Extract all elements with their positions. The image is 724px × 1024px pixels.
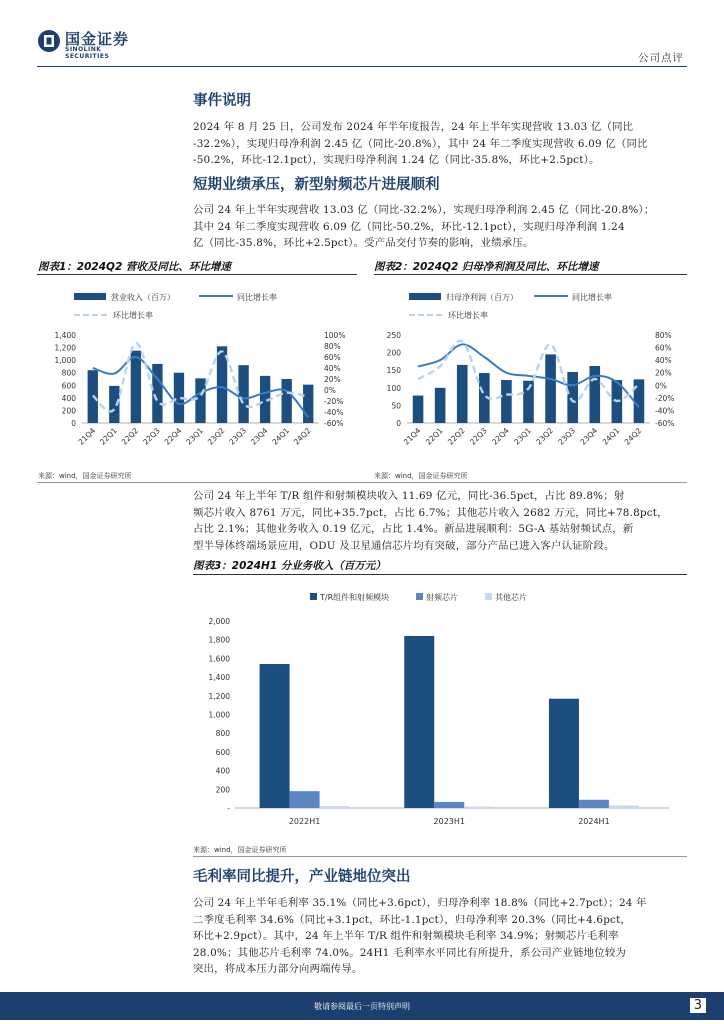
bar <box>195 378 205 423</box>
y-tick-right: 40% <box>324 364 341 373</box>
x-tick: 24Q2 <box>291 426 313 447</box>
figure3-title: 图表3：2024H1 分业务收入（百万元） <box>193 560 386 572</box>
margin-line: 二季度毛利率 34.6%（同比+3.1pct，环比-1.1pct），归母净利率 20.3%（同比+4.6pct， <box>193 913 632 926</box>
x-tick: 22Q3 <box>468 426 489 447</box>
x-tick: 22Q4 <box>162 426 184 447</box>
figure3-source: 来源：wind，国金证券研究所 <box>193 846 287 854</box>
y-tick-right: -40% <box>655 406 675 416</box>
y-tick-right: -60% <box>655 419 675 428</box>
bar <box>501 380 512 423</box>
bar <box>260 664 290 808</box>
short-line: 其中 24 年二季度实现营收 6.09 亿（同比-50.2%，环比-12.1pct），实现归母净利润 1.24 <box>193 220 625 233</box>
legend-label: 射频芯片 <box>426 593 458 602</box>
x-tick: 24Q1 <box>270 426 292 447</box>
y-tick-left: 800 <box>61 368 76 378</box>
bar <box>404 636 434 808</box>
y-tick-right: -40% <box>324 408 344 417</box>
margin-paragraph <box>193 895 647 978</box>
x-tick: 23Q4 <box>248 426 270 447</box>
section-title-short-term: 短期业绩承压，新型射频芯片进展顺利 <box>193 177 440 193</box>
bar <box>579 800 609 808</box>
figure3-bottom-rule <box>193 856 687 857</box>
x-tick: 23Q1 <box>512 426 533 447</box>
business-line: 占比 2.1%；其他业务收入 0.19 亿元，占比 1.4%。新品进展顺利：5G-A 基站射频试点，新 <box>193 523 634 535</box>
y-tick-left: 600 <box>61 381 76 391</box>
legend-swatch-bars <box>409 293 441 300</box>
legend-label: 营业收入（百万） <box>111 293 175 302</box>
y-tick: 2,000 <box>208 617 230 626</box>
legend-swatch <box>485 593 492 600</box>
x-tick: 23Q4 <box>578 426 600 447</box>
legend-label: 环比增长率 <box>113 311 153 320</box>
y-tick-left: 100 <box>386 383 401 393</box>
y-tick-left: 200 <box>386 348 401 358</box>
chart-business-revenue <box>193 578 687 838</box>
short-line: 亿（同比-35.8%，环比+2.5pct）。受产品交付节奏的影响，业绩承压。 <box>193 237 534 249</box>
event-line: -32.2%），实现归母净利润 2.45 亿（同比-20.8%），其中 24 年二季度实现营收 6.09 亿（同比 <box>193 137 648 150</box>
y-tick-right: -20% <box>324 397 344 406</box>
figure2-title: 图表2：2024Q2 归母净利润及同比、环比增速 <box>374 261 599 273</box>
legend-label: 环比增长率 <box>448 311 488 320</box>
y-tick: 400 <box>215 766 230 776</box>
bar <box>238 365 248 423</box>
bar <box>434 802 464 808</box>
figure3-rule <box>193 574 687 575</box>
x-tick: 23Q2 <box>205 426 227 447</box>
y-tick-right: -20% <box>655 393 675 403</box>
x-tick: 23Q2 <box>534 426 556 447</box>
bar <box>282 379 292 423</box>
y-tick-right: 0% <box>324 386 336 395</box>
y-tick: 1,200 <box>208 691 230 701</box>
x-tick: 24Q1 <box>600 426 622 447</box>
x-tick: 23Q3 <box>556 426 578 447</box>
y-tick-right: 80% <box>324 342 341 351</box>
y-tick-right: 60% <box>324 353 341 362</box>
x-tick: 23Q3 <box>227 426 249 447</box>
chart-revenue <box>37 278 359 463</box>
legend-label: 归母净利润（百万） <box>446 293 518 302</box>
y-tick-left: 1,200 <box>54 343 76 353</box>
margin-line: 突出，将成本压力部分向两端传导。 <box>193 963 363 975</box>
footer-bar <box>0 992 724 1020</box>
y-tick-right: 100% <box>324 331 346 340</box>
x-tick: 2024H1 <box>578 817 610 826</box>
y-tick: 1,800 <box>208 635 230 645</box>
figure1-rule <box>37 274 357 275</box>
chart-net-profit <box>372 278 690 463</box>
section-title-margin: 毛利率同比提升，产业链地位突出 <box>193 869 411 885</box>
footer-disclaimer[interactable]: 敬请参阅最后一页特别声明 <box>314 1002 410 1011</box>
y-tick: 800 <box>215 729 230 739</box>
bar <box>589 366 600 423</box>
x-tick: 2023H1 <box>433 817 465 826</box>
figure1-title: 图表1：2024Q2 营收及同比、环比增速 <box>38 261 231 273</box>
bar <box>464 807 494 808</box>
business-paragraph <box>193 488 668 554</box>
bar <box>290 791 320 808</box>
legend-swatch-bars <box>74 293 106 300</box>
y-tick-left: 1,000 <box>54 356 76 366</box>
y-tick: 1,000 <box>208 710 230 720</box>
y-tick: 200 <box>215 785 230 795</box>
figure2-rule <box>374 274 687 275</box>
business-line: 型半导体终端场景应用，ODU 及卫星通信芯片均有突破，部分产品已进入客户认证阶段。 <box>193 539 615 552</box>
bar <box>549 699 579 808</box>
y-tick-left: 0 <box>71 419 76 428</box>
sinolink-logo-icon <box>37 29 61 53</box>
bar <box>545 354 556 423</box>
bar <box>435 388 446 423</box>
y-tick: 1,600 <box>208 654 230 664</box>
y-tick-right: -60% <box>324 419 344 428</box>
short-line: 公司 24 年上半年实现营收 13.03 亿（同比-32.2%），实现归母净利润 2.45 亿（同比-20.8%）； <box>193 204 655 216</box>
y-tick-left: 400 <box>61 393 76 403</box>
bar <box>413 396 424 423</box>
header-rule <box>37 66 687 67</box>
x-tick: 23Q1 <box>184 426 205 447</box>
y-tick-left: 1,400 <box>54 331 76 340</box>
x-tick: 22Q1 <box>98 426 119 447</box>
x-tick: 22Q4 <box>490 426 511 447</box>
logo-text-en: SINOLINK SECURITIES <box>65 46 110 60</box>
x-tick: 22Q3 <box>141 426 162 447</box>
x-tick: 21Q4 <box>76 426 98 447</box>
legend-label: 同比增长率 <box>237 293 277 302</box>
legend-label: 同比增长率 <box>572 293 612 302</box>
legend-label: T/R组件和射频模块 <box>320 593 390 602</box>
y-tick: - <box>227 804 230 813</box>
y-tick-left: 0 <box>396 419 401 428</box>
business-line: 公司 24 年上半年 T/R 组件和射频模块收入 11.69 亿元，同比-36.5pct，占比 89.8%；射 <box>193 490 625 502</box>
legend-swatch <box>416 593 423 600</box>
x-tick: 24Q2 <box>622 426 644 447</box>
y-tick-left: 150 <box>386 366 401 376</box>
header-section-label: 公司点评 <box>638 52 684 64</box>
x-tick: 21Q4 <box>401 426 423 447</box>
business-line: 频芯片收入 8761 万元，同比+35.7pct，占比 6.7%；其他芯片收入 2682 万元，同比+78.8pct， <box>193 506 668 519</box>
figures-bottom-rule <box>37 482 687 483</box>
y-tick: 600 <box>215 747 230 757</box>
bar <box>320 806 350 808</box>
bar <box>609 805 639 808</box>
logo <box>37 27 147 60</box>
figure2-source: 来源：wind，国金证券研究所 <box>374 472 468 480</box>
y-tick-right: 60% <box>655 343 672 353</box>
y-tick-right: 20% <box>655 368 672 378</box>
bar <box>567 372 578 423</box>
legend-swatch <box>310 593 317 600</box>
y-tick-right: 40% <box>655 356 672 366</box>
y-tick-left: 50 <box>391 401 401 411</box>
y-tick-right: 0% <box>655 381 667 391</box>
x-tick: 22Q1 <box>423 426 445 447</box>
y-tick-left: 250 <box>386 331 401 340</box>
section-title-event: 事件说明 <box>193 93 251 109</box>
short-term-paragraph <box>193 202 654 252</box>
page-number: 3 <box>690 998 706 1013</box>
y-tick-left: 200 <box>61 406 76 416</box>
y-tick: 1,400 <box>208 673 230 683</box>
bar <box>152 364 162 423</box>
y-tick-right: 20% <box>324 375 341 384</box>
legend-label: 其他芯片 <box>495 593 527 602</box>
event-paragraph <box>193 119 648 169</box>
margin-line: 环比+2.9pct）。其中，24 年上半年 T/R 组件和射频模块毛利率 34.9%；射频芯片毛利率 <box>193 930 619 942</box>
bar <box>457 365 468 423</box>
figure1-source: 来源：wind，国金证券研究所 <box>38 472 132 480</box>
event-line: 2024 年 8 月 25 日，公司发布 2024 年半年度报告，24 年上半年实现营收 13.03 亿（同比 <box>193 121 634 133</box>
x-tick: 22Q2 <box>445 426 467 447</box>
y-tick-right: 80% <box>655 331 672 340</box>
logo-text-cn: 国金证券 <box>65 30 130 48</box>
margin-line: 公司 24 年上半年毛利率 35.1%（同比+3.6pct），归母净利率 18.8%（同比+2.7pct）；24 年 <box>193 897 647 909</box>
x-tick: 22Q2 <box>119 426 141 447</box>
x-tick: 2022H1 <box>288 817 321 826</box>
bar <box>131 351 141 423</box>
margin-line: 28.0%；其他芯片毛利率 74.0%。24H1 毛利率水平同比有所提升，系公司产业链地位较为 <box>193 946 627 959</box>
event-line: -50.2%，环比-12.1pct），实现归母净利润 1.24 亿（同比-35.8%，环比+2.5pct）。 <box>193 154 600 166</box>
